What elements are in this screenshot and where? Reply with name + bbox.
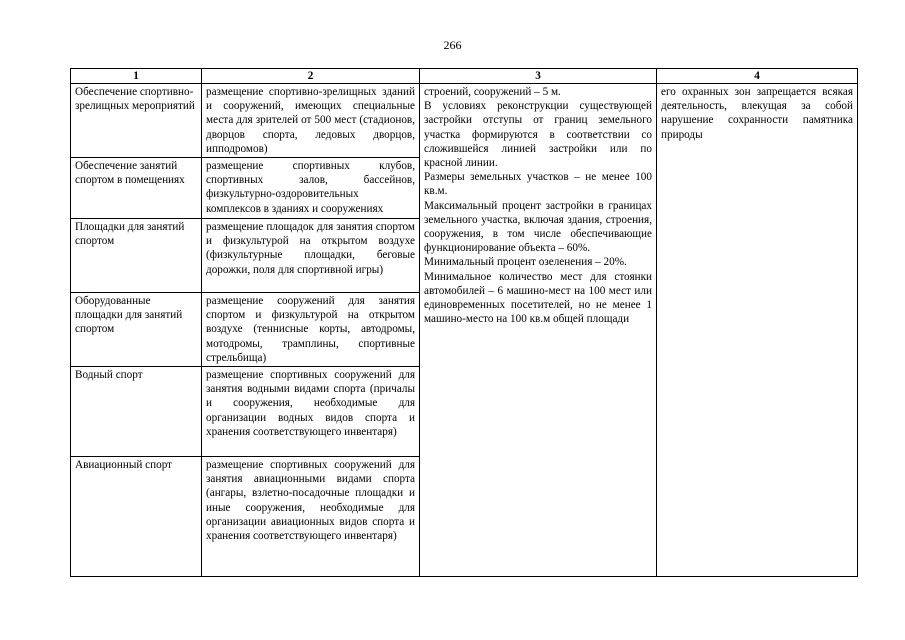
- use-type-description: размещение сооружений для занятия спортом и физкультурой на открытом воздухе (теннисные корты, автодромы, мотодромы, трамплины, спортивные стрельбища): [202, 293, 420, 367]
- restrictions-cell: его охранных зон запрещается всякая деятельность, влекущая за собой нарушение сохранности памятника природы: [657, 84, 858, 577]
- use-type-description: размещение спортивно-зрелищных зданий и сооружений, имеющих специальные места для зрителей от 500 мест (стадионов, дворцов спорта, ледовых дворцов, ипподромов): [202, 84, 420, 158]
- page-number: 266: [443, 38, 462, 52]
- parameter-paragraph: строений, сооружений – 5 м.: [424, 86, 561, 98]
- parameter-paragraph: Минимальный процент озеленения – 20%.: [424, 256, 627, 269]
- parameter-paragraph: Размеры земельных участков – не менее 100 кв.м.: [424, 171, 652, 198]
- use-type-name: Обеспечение спортивно-зрелищных мероприятий: [71, 84, 202, 158]
- use-type-name: Обеспечение занятий спортом в помещениях: [71, 158, 202, 219]
- header-cell-2: 2: [202, 69, 420, 84]
- parameters-cell: [420, 84, 657, 577]
- parameter-paragraph: В условиях реконструкции существующей застройки отступы от границ земельного участка формируются в соответствии со сложившейся линией застройки или по красной линии.: [424, 100, 652, 170]
- use-type-description: размещение спортивных сооружений для занятия водными видами спорта (причалы и сооружения, необходимые для организации водных видов спорта и хранения соответствующего инвентаря): [202, 367, 420, 457]
- header-cell-3: 3: [420, 69, 657, 84]
- use-type-description: размещение спортивных клубов, спортивных залов, бассейнов, физкультурно-оздоровительных комплексов в зданиях и сооружениях: [202, 158, 420, 219]
- parameter-paragraph: Минимальное количество мест для стоянки автомобилей – 6 машино-мест на 100 мест или единовременных посетителей, но не менее 1 машино-место на 100 кв.м общей площади: [424, 270, 652, 326]
- use-type-description: размещение спортивных сооружений для занятия авиационными видами спорта (ангары, взлетно-посадочные площадки и иные сооружения, необходимые для организации авиационных видов спорта и хранения соответствующего инвентаря): [202, 457, 420, 577]
- header-row: [71, 69, 858, 84]
- table-row: [71, 84, 858, 158]
- header-cell-4: 4: [657, 69, 858, 84]
- use-type-name: Площадки для занятий спортом: [71, 219, 202, 293]
- use-type-name: Оборудованные площадки для занятий спортом: [71, 293, 202, 367]
- regulations-table: [70, 68, 858, 577]
- use-type-name: Водный спорт: [71, 367, 202, 457]
- header-cell-1: 1: [71, 69, 202, 84]
- use-type-description: размещение площадок для занятия спортом и физкультурой на открытом воздухе (физкультурные площадки, беговые дорожки, поля для спортивной игры): [202, 219, 420, 293]
- use-type-name: Авиационный спорт: [71, 457, 202, 577]
- parameter-paragraph: Максимальный процент застройки в границах земельного участка, включая здания, строения, сооружения, в том числе обеспечивающие функционирование объекта – 60%.: [424, 199, 652, 255]
